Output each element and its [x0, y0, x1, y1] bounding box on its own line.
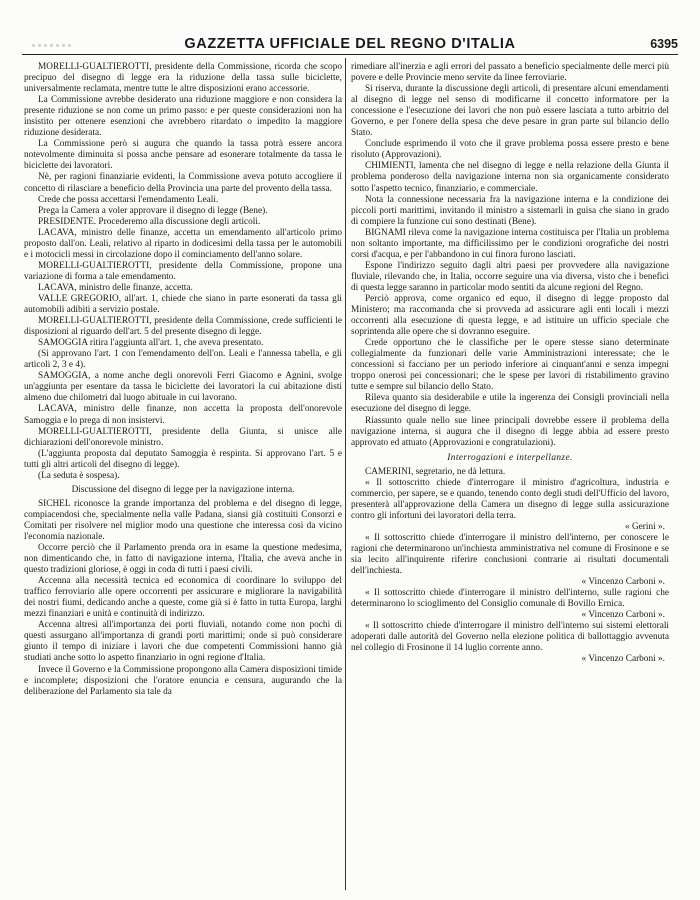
- paragraph: VALLE GREGORIO, all'art. 1, chiede che siano in parte esonerati da tassa gli automobili adibiti a servizio postale.: [24, 293, 342, 316]
- paragraph: Rileva quanto sia desiderabile e utile la ingerenza dei Consigli provinciali nella esecuzione del disegno di legge.: [351, 393, 669, 415]
- paragraph: CHIMIENTI, lamenta che nel disegno di legge e nella relazione della Giunta il problema ponderoso della navigazione interna non sia organicamente considerato sotto l'aspetto tecnico, finanziario, e commerciale.: [351, 161, 669, 194]
- paragraph: CAMERINI, segretario, ne dà lettura.: [365, 466, 506, 477]
- paragraph: Prega la Camera a voler approvare il disegno di legge (Bene).: [38, 205, 268, 216]
- paragraph: (Si approvano l'art. 1 con l'emendamento dell'on. Leali e l'annessa tabella, e gli articoli 2, 3 e 4).: [24, 349, 342, 371]
- paragraph: Nè, per ragioni finanziarie evidenti, la Commissione aveva potuto accogliere il concetto di rilasciare a beneficio della Provincia una parte del provento della tassa.: [24, 172, 342, 194]
- paragraph: MORELLI-GUALTIEROTTI, presidente della Commissione, ricorda che scopo precipuo del disegno di legge era la riduzione della tassa sulle biciclette, universalmente reclamata, mentre tutte le altre disposizioni erano accessorie.: [24, 62, 342, 95]
- paragraph: Nota la connessione necessaria fra la navigazione interna e la condizione dei piccoli porti marittimi, invitando il ministro a sistemarli in guisa che siano in grado di compiere la funzione cui sono destinati (Bene).: [351, 194, 669, 227]
- paragraph: Invece il Governo e la Commissione propongono alla Camera disposizioni timide e incomplete; disposizioni che l'oratore enuncia e censura, augurando che la deliberazione del Parlamento sia tale da: [24, 664, 342, 697]
- signature: « Vincenzo Carboni ».: [581, 654, 665, 665]
- paragraph: « Il sottoscritto chiede d'interrogare il ministro dell'interno, per conoscere le ragioni che determinarono un'inchiesta amministrativa nel comune di Frosinone e se sia lecito all'inquirente riferire conclusioni contrarie ai risultati documentali dell'inchiesta.: [351, 532, 669, 577]
- paragraph: Accenna alla necessità tecnica ed economica di coordinare lo sviluppo del traffico ferroviario alle opere occorrenti per assicurare e migliorare la navigabilità dei nostri fiumi, dedicando anche a queste, come già si è fatto in tutta Europa, larghi mezzi finanziari e unità e continuità di indirizzo.: [24, 576, 342, 620]
- paragraph: rimediare all'inerzia e agli errori del passato a beneficio specialmente delle merci più povere e delle Provincie meno servite da linee ferroviarie.: [351, 62, 669, 84]
- section-heading: Interrogazioni e interpellanze.: [447, 452, 573, 463]
- signature: « Vincenzo Carboni ».: [581, 610, 665, 621]
- paragraph: Conclude esprimendo il voto che il grave problema possa essere presto e bene risoluto (Approvazioni).: [351, 139, 669, 161]
- column-divider: [345, 58, 346, 890]
- page-number: 6395: [650, 37, 678, 51]
- paragraph: SAMOGGIA, a nome anche degli onorevoli Ferri Giacomo e Agnini, svolge un'aggiunta per esentare da tassa le biciclette dei lavoratori la cui abitazione disti almeno due chilometri dal luogo abituale in cui lavorano.: [24, 371, 342, 404]
- paragraph: (La seduta è sospesa).: [38, 470, 120, 481]
- paragraph: SAMOGGIA ritira l'aggiunta all'art. 1, che aveva presentato.: [38, 338, 264, 349]
- signature: « Vincenzo Carboni ».: [581, 577, 665, 588]
- paragraph: Riassunto quale nello sue linee principali dovrebbe essere il problema della navigazione interna, si augura che il disegno di legge abbia ad essere presto approvato ed attuato (Approvazioni e congratulazioni).: [351, 415, 669, 448]
- paragraph: « Il sottoscritto chiede d'interrogare il ministro dell'interno sui sistemi elettorali adoperati dalle autorità del Governo nella elezione politica di ballottaggio avvenuta nel collegio di Frosinone il 14 luglio corrente anno.: [351, 621, 669, 654]
- paragraph: LACAVA, ministro delle finanze, accetta.: [38, 282, 193, 293]
- paragraph: SICHEL riconosce la grande importanza del problema e del disegno di legge, compiacendosi che, specialmente nella valle Padana, siansi già costituiti Consorzi e Comitati per risolvere nel miglior modo una questione che interessa così da vicino l'economia nazionale.: [24, 498, 342, 542]
- publication-title: GAZZETTA UFFICIALE DEL REGNO D'ITALIA: [184, 36, 516, 52]
- paragraph: Si riserva, durante la discussione degli articoli, di presentare alcuni emendamenti al disegno di legge nel senso di modificarne il concetto informatore per la concessione e l'esecuzione dei lavori che non può essere lasciata a tutto arbitrio del Governo, e per l'onere della spesa che deve pesare in gran parte sul bilancio dello Stato.: [351, 84, 669, 139]
- paragraph: La Commissione avrebbe desiderato una riduzione maggiore e non considera la presente riduzione se non come un primo passo: e per queste considerazioni non ha insistito per ottenere esenzioni che avrebbero ritardato o impedito la maggiore riduzione desiderata.: [24, 95, 342, 139]
- left-column: [24, 62, 342, 698]
- paragraph: MORELLI-GUALTIEROTTI, presidente della Giunta, si unisce alle dichiarazioni dell'onorevole ministro.: [24, 426, 342, 448]
- paragraph: PRESIDENTE. Procederemo alla discussione degli articoli.: [38, 216, 261, 227]
- paragraph: Perciò approva, come organico ed equo, il disegno di legge proposto dal Ministero; ma raccomanda che si provveda ad assicurare agli enti locali i mezzi occorrenti alla esecuzione di questa legge, e ad istituire un ufficio speciale che soprintenda alle opere che si dovranno eseguire.: [351, 293, 669, 338]
- paragraph: MORELLI-GUALTIEROTTI, presidente della Commissione, propone una variazione di forma a tale emendamento.: [24, 260, 342, 282]
- page-header: [22, 36, 678, 55]
- paragraph: Espone l'indirizzo seguito dagli altri paesi per provvedere alla navigazione fluviale, rilevando che, in Italia, occorre seguire una via diversa, visto che i benefici di questa legge saranno in particolar modo sentiti da alcune regioni del Regno.: [351, 260, 669, 293]
- section-heading: Discussione del disegno di legge per la navigazione interna.: [71, 484, 295, 495]
- paragraph: Occorre perciò che il Parlamento prenda ora in esame la questione medesima, non dimenticando che, in fatto di navigazione interna, l'Italia, che aveva anche in questo tradizioni gloriose, è oggi in coda di tutti i paesi civili.: [24, 543, 342, 576]
- paragraph: (L'aggiunta proposta dal deputato Samoggia è respinta. Si approvano l'art. 5 e tutti gli altri articoli del disegno di legge).: [24, 448, 342, 470]
- paragraph: MORELLI-GUALTIEROTTI, presidente della Commissione, crede sufficienti le disposizioni al riguardo dell'art. 5 del presente disegno di legge.: [24, 316, 342, 338]
- paragraph: Crede che possa accettarsi l'emendamento Leali.: [38, 194, 219, 205]
- paragraph: « Il sottoscritto chiede d'interrogare il ministro d'agricoltura, industria e commercio, per sapere, se e quando, tenendo conto degli studi dell'Ufficio del lavoro, presenterà all'approvazione della Camera un disegno di legge sulla assicurazione contro gli infortuni dei lavoratori della terra.: [351, 477, 670, 521]
- paragraph: Accenna altresì all'importanza dei porti fluviali, notando come non pochi di questi assurgano all'importanza di grandi porti marittimi; onde si può considerare giunto il tempo di iniziare i lavori che due competenti Commissioni hanno già studiati anche sotto lo aspetto finanziario in ogni regione d'Italia.: [24, 620, 342, 664]
- paragraph: « Il sottoscritto chiede d'interrogare il ministro dell'interno, sulle ragioni che determinarono lo scioglimento del Consiglio comunale di Bovillo Ernica.: [351, 588, 669, 610]
- paragraph: La Commissione però si augura che quando la tassa potrà essere ancora notevolmente diminuita si possa anche pensare ad esonerare totalmente da tassa le biciclette dei lavoratori.: [24, 139, 342, 172]
- paragraph: LACAVA, ministro delle finanze, non accetta la proposta dell'onorevole Samoggia e lo prega di non insistervi.: [24, 404, 342, 426]
- right-column: [351, 62, 669, 666]
- signature: « Gerini ».: [624, 521, 665, 532]
- paragraph: Crede opportuno che le classifiche per le opere stesse siano determinate collegialmente da funzionari delle varie Amministrazioni interessate; che le concessioni si facciano per un periodo inferiore ai cinquant'anni e senza impegni troppo onerosi pei concessionari; che le spese per lavori di ristabilimento gravino tutte e sempre sul bilancio dello Stato.: [351, 338, 669, 393]
- paragraph: BIGNAMI rileva come la navigazione interna costituisca per l'Italia un problema non soltanto importante, ma difficilissimo per le condizioni orografiche dei nostri corsi d'acqua, e per l'abbandono in cui finora furono lasciati.: [351, 227, 669, 260]
- paragraph: LACAVA, ministro delle finanze, accetta un emendamento all'articolo primo proposto dall'on. Leali, relativo al riparto in dodicesimi della tassa per le automobili e i motocicli messi in circolazione dopo il cominciamento dell'anno solare.: [24, 227, 342, 260]
